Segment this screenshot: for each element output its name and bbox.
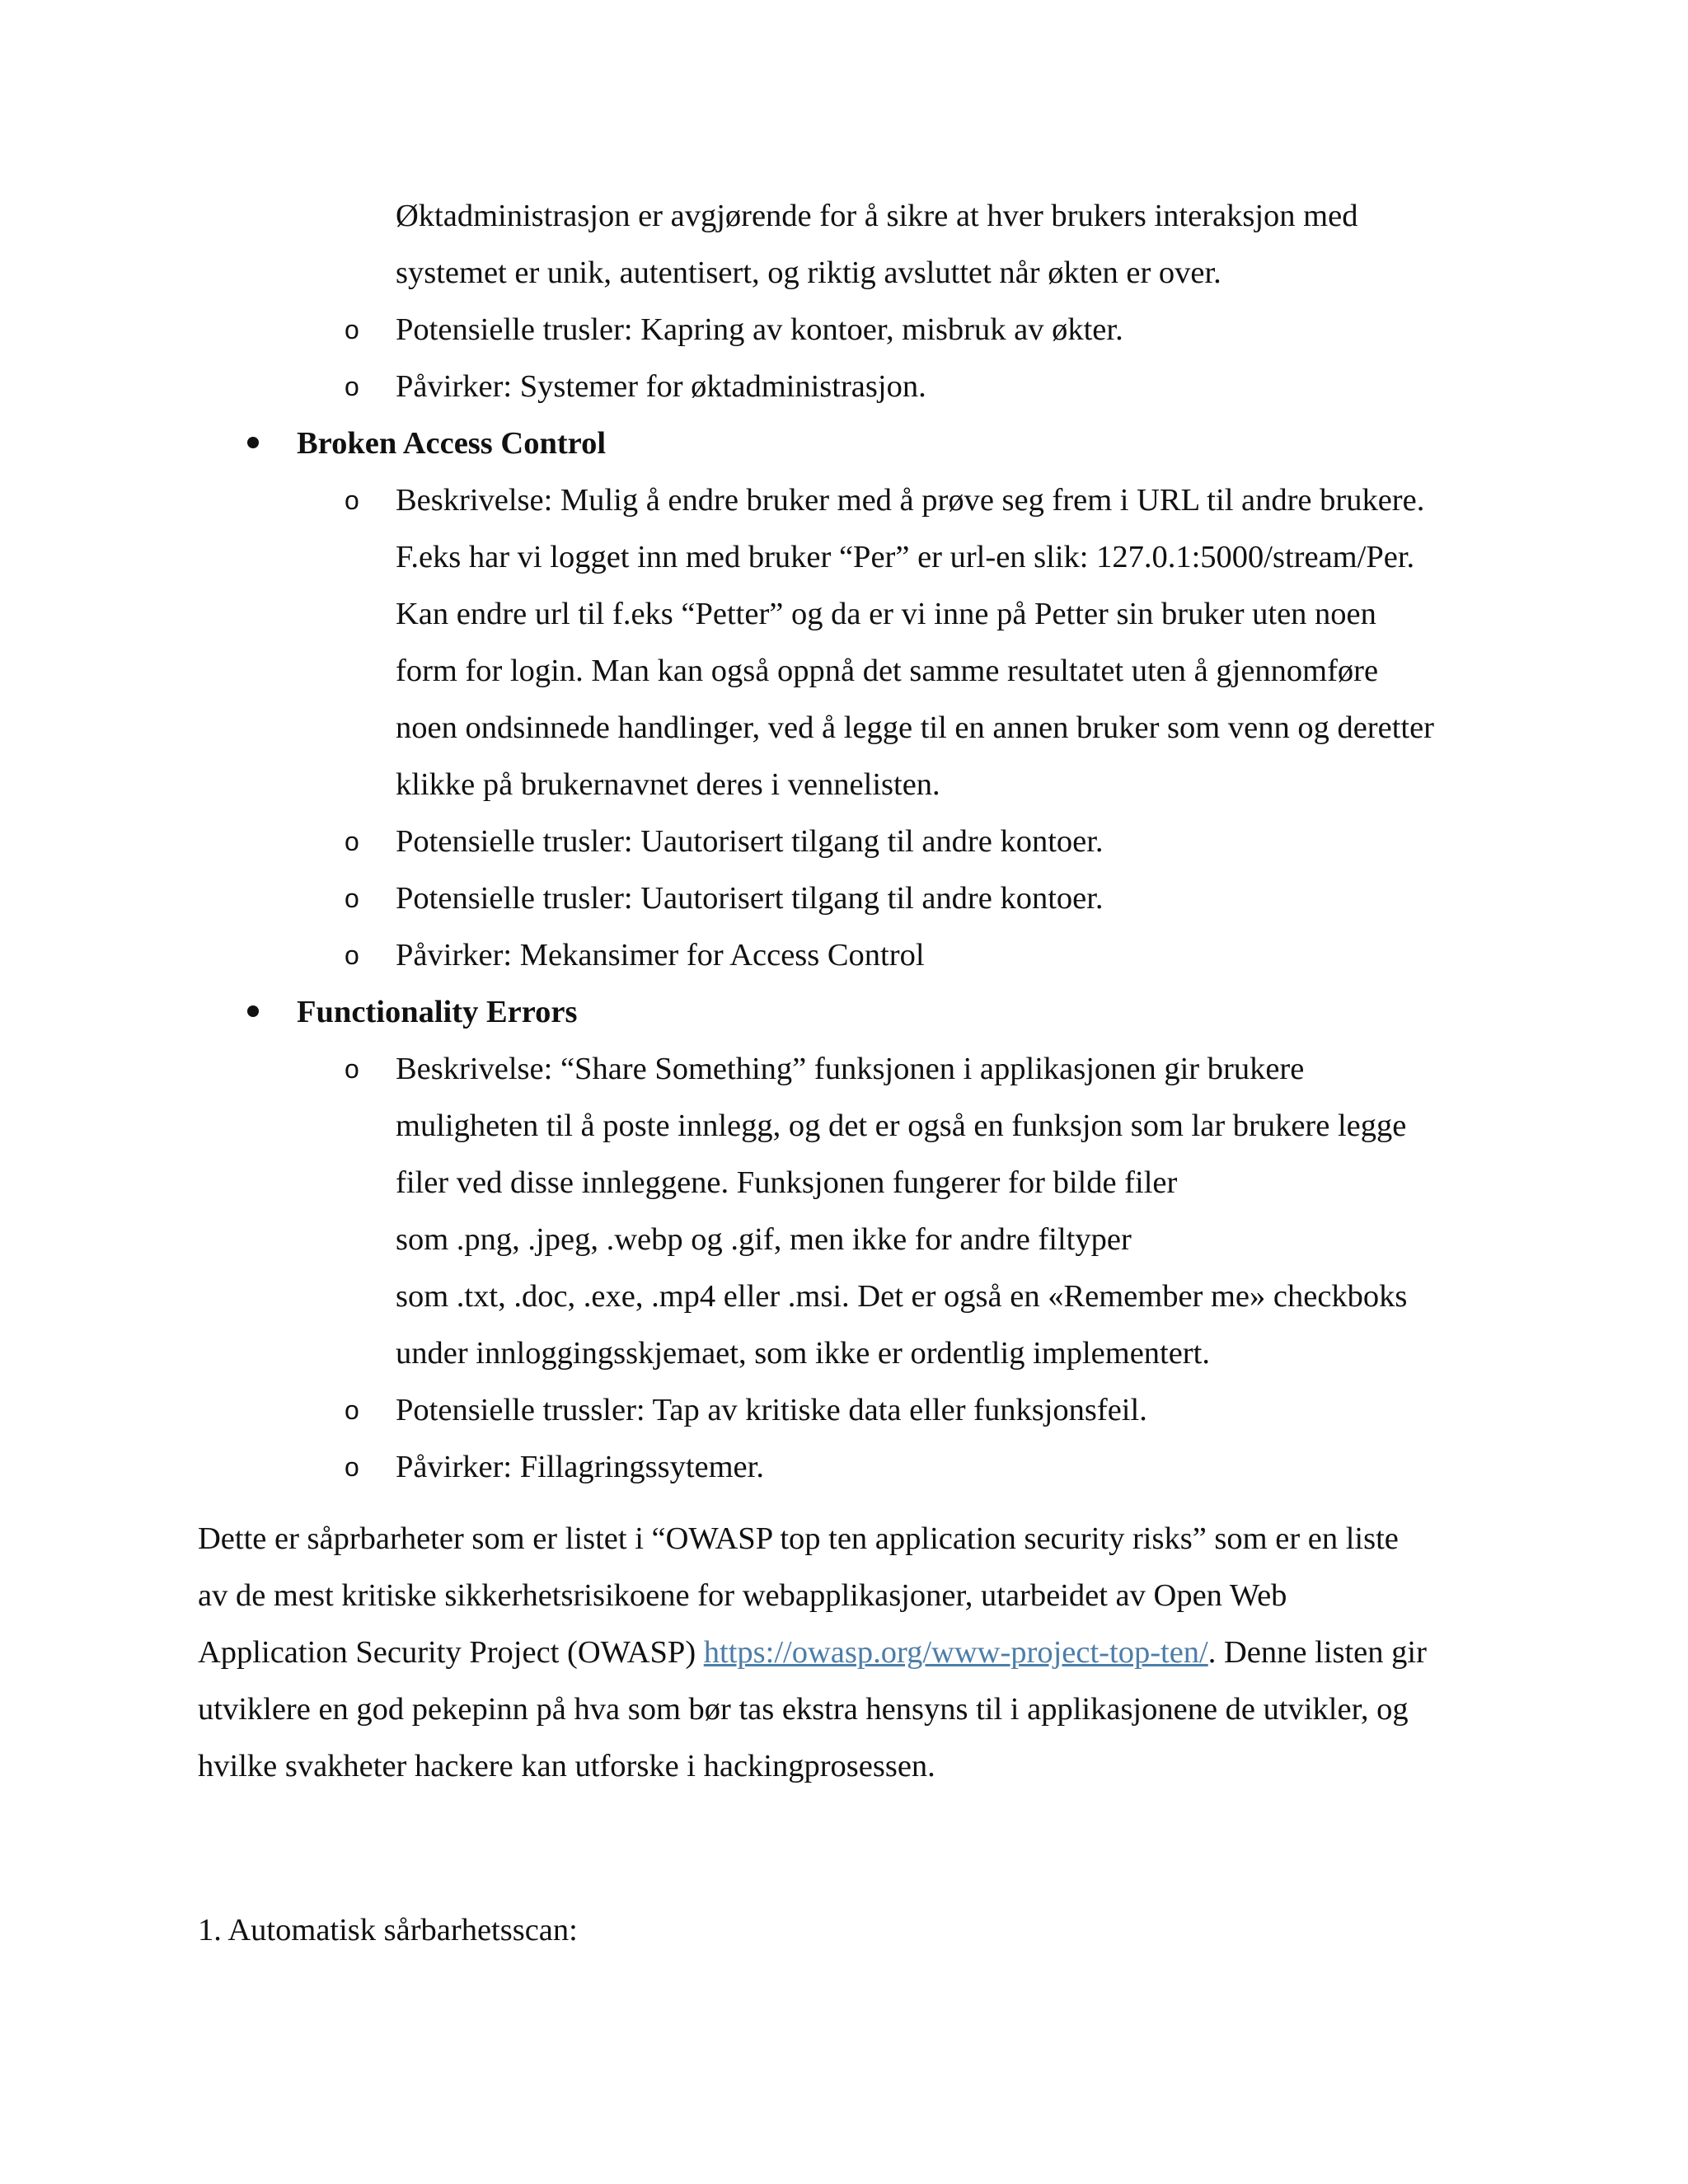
list-item: [198, 1041, 1517, 1382]
summary-paragraph: [198, 1511, 1517, 1795]
disc-bullet-icon: [247, 1005, 259, 1017]
bac-threats: Potensielle trusler: Uautorisert tilgang til andre kontoer.: [396, 824, 1104, 859]
list-item: [198, 927, 1517, 984]
bac-affects: Påvirker: Mekansimer for Access Control: [396, 938, 925, 972]
text-line: systemet er unik, autentisert, og riktig avsluttet når økten er over.: [396, 255, 1221, 290]
circle-bullet-icon: o: [345, 315, 359, 344]
session-affects: Påvirker: Systemer for øktadministrasjon.: [396, 369, 926, 404]
circle-bullet-icon: o: [345, 940, 359, 970]
text-span: Application Security Project (OWASP): [198, 1635, 704, 1670]
list-heading-broken-access-control: [198, 415, 1517, 472]
list-item: [198, 359, 1517, 415]
text-line: form for login. Man kan også oppnå det samme resultatet uten å gjennomføre: [396, 654, 1379, 688]
document-body: [198, 188, 1517, 1959]
circle-bullet-icon: o: [345, 883, 359, 913]
session-management-description: [198, 188, 1517, 302]
circle-bullet-icon: o: [345, 372, 359, 401]
text-span: . Denne listen gir: [1207, 1635, 1427, 1670]
circle-bullet-icon: o: [345, 827, 359, 856]
text-line: av de mest kritiske sikkerhetsrisikoene for webapplikasjoner, utarbeidet av Open Web: [198, 1578, 1287, 1613]
circle-bullet-icon: o: [345, 1395, 359, 1425]
text-line: [198, 1624, 1517, 1681]
list-item: [198, 1382, 1517, 1439]
list-item: [198, 472, 1517, 813]
heading-text: Broken Access Control: [297, 426, 607, 461]
heading-text: Functionality Errors: [297, 995, 578, 1029]
text-line: muligheten til å poste innlegg, og det er også en funksjon som lar brukere legge: [396, 1108, 1407, 1143]
list-item: [198, 870, 1517, 927]
text-line: Dette er såprbarheter som er listet i “OWASP top ten application security risks” som er en liste: [198, 1521, 1399, 1556]
text-line: Kan endre url til f.eks “Petter” og da er vi inne på Petter sin bruker uten noen: [396, 597, 1376, 631]
section-heading: 1. Automatisk sårbarhetsscan:: [198, 1913, 578, 1947]
list-item: [198, 1439, 1517, 1496]
session-threats: Potensielle trusler: Kapring av kontoer, misbruk av økter.: [396, 312, 1123, 347]
list-item: [198, 813, 1517, 870]
circle-bullet-icon: o: [345, 485, 359, 515]
fe-affects: Påvirker: Fillagringssytemer.: [396, 1450, 764, 1484]
owasp-top-ten-link[interactable]: https://owasp.org/www-project-top-ten/: [703, 1635, 1208, 1670]
text-line: F.eks har vi logget inn med bruker “Per” er url-en slik: 127.0.1:5000/stream/Per.: [396, 540, 1415, 574]
list-item: [198, 302, 1517, 359]
text-line: Beskrivelse: “Share Something” funksjonen i applikasjonen gir brukere: [396, 1052, 1305, 1086]
text-line: Beskrivelse: Mulig å endre bruker med å prøve seg frem i URL til andre brukere.: [396, 483, 1425, 518]
text-line: filer ved disse innleggene. Funksjonen fungerer for bilde filer: [396, 1165, 1178, 1200]
text-line: hvilke svakheter hackere kan utforske i hackingprosessen.: [198, 1749, 935, 1783]
text-line: under innloggingsskjemaet, som ikke er ordentlig implementert.: [396, 1336, 1210, 1371]
fe-threats: Potensielle trussler: Tap av kritiske data eller funksjonsfeil.: [396, 1393, 1147, 1427]
text-line: utviklere en god pekepinn på hva som bør tas ekstra hensyns til i applikasjonene de utvikler, og: [198, 1692, 1409, 1727]
text-line: som .png, .jpeg, .webp og .gif, men ikke for andre filtyper: [396, 1222, 1132, 1257]
bac-threats: Potensielle trusler: Uautorisert tilgang til andre kontoer.: [396, 881, 1104, 916]
disc-bullet-icon: [247, 437, 259, 448]
circle-bullet-icon: o: [345, 1452, 359, 1482]
text-line: noen ondsinnede handlinger, ved å legge til en annen bruker som venn og deretter: [396, 710, 1434, 745]
text-line: som .txt, .doc, .exe, .mp4 eller .msi. Det er også en «Remember me» checkboks: [396, 1279, 1408, 1314]
circle-bullet-icon: o: [345, 1054, 359, 1084]
list-heading-functionality-errors: [198, 984, 1517, 1041]
text-line: klikke på brukernavnet deres i vennelisten.: [396, 767, 940, 802]
text-line: Øktadministrasjon er avgjørende for å sikre at hver brukers interaksjon med: [396, 199, 1358, 233]
